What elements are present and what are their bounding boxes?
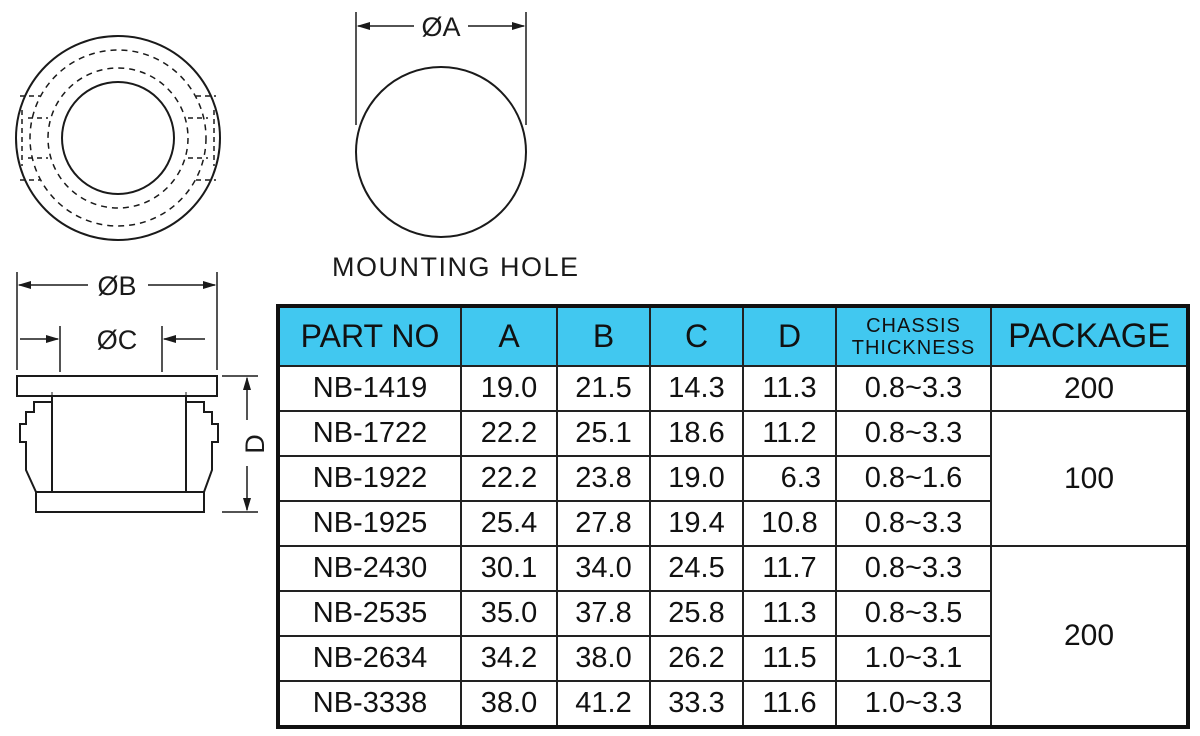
cell-a: 25.4	[461, 501, 557, 546]
cell-d: 11.5	[743, 636, 836, 681]
header-chassis-line1: CHASSIS	[866, 314, 961, 337]
cell-b: 23.8	[557, 456, 650, 501]
cell-part: NB-2535	[278, 591, 461, 636]
cell-thickness: 0.8~3.3	[836, 501, 991, 546]
spec-table	[276, 304, 1190, 729]
header-part-no: PART NO	[278, 306, 461, 366]
header-package: PACKAGE	[991, 306, 1188, 366]
cell-thickness: 0.8~1.6	[836, 456, 991, 501]
header-chassis-line2: THICKNESS	[851, 336, 976, 359]
cell-d: 11.6	[743, 681, 836, 727]
cell-a: 22.2	[461, 456, 557, 501]
table-row	[278, 366, 1188, 411]
cell-b: 34.0	[557, 546, 650, 591]
cell-c: 14.3	[650, 366, 743, 411]
mounting-hole-title: MOUNTING HOLE	[332, 252, 580, 282]
cell-b: 38.0	[557, 636, 650, 681]
cell-b: 37.8	[557, 591, 650, 636]
dia-b-label: ØB	[97, 271, 137, 301]
cell-c: 25.8	[650, 591, 743, 636]
cell-part: NB-1722	[278, 411, 461, 456]
header-c: C	[650, 306, 743, 366]
cell-part: NB-1419	[278, 366, 461, 411]
cell-c: 18.6	[650, 411, 743, 456]
cell-package: 200	[991, 546, 1188, 727]
header-d: D	[743, 306, 836, 366]
cell-part: NB-1925	[278, 501, 461, 546]
cell-c: 33.3	[650, 681, 743, 727]
cell-thickness: 0.8~3.3	[836, 366, 991, 411]
cell-package: 200	[991, 366, 1188, 411]
cell-d: 11.7	[743, 546, 836, 591]
table-row	[278, 411, 1188, 456]
cell-a: 34.2	[461, 636, 557, 681]
cell-d: 11.3	[743, 366, 836, 411]
cell-thickness: 0.8~3.3	[836, 411, 991, 456]
cell-b: 27.8	[557, 501, 650, 546]
cell-thickness: 0.8~3.5	[836, 591, 991, 636]
header-b: B	[557, 306, 650, 366]
cell-part: NB-3338	[278, 681, 461, 727]
bushing-top-view	[16, 36, 220, 240]
cell-a: 30.1	[461, 546, 557, 591]
cell-part: NB-2634	[278, 636, 461, 681]
cell-thickness: 0.8~3.3	[836, 546, 991, 591]
cell-part: NB-1922	[278, 456, 461, 501]
cell-package: 100	[991, 411, 1188, 546]
dia-c-label: ØC	[96, 325, 138, 355]
cell-a: 35.0	[461, 591, 557, 636]
cell-d: 6.3	[743, 456, 836, 501]
cell-c: 19.4	[650, 501, 743, 546]
table-row	[278, 546, 1188, 591]
header-a: A	[461, 306, 557, 366]
cell-b: 25.1	[557, 411, 650, 456]
header-chassis-thickness	[836, 306, 991, 366]
cell-thickness: 1.0~3.3	[836, 681, 991, 727]
cell-b: 21.5	[557, 366, 650, 411]
cell-c: 19.0	[650, 456, 743, 501]
cell-c: 24.5	[650, 546, 743, 591]
cell-d: 11.3	[743, 591, 836, 636]
depth-d-label: D	[240, 434, 270, 454]
cell-a: 22.2	[461, 411, 557, 456]
table-header-row	[278, 306, 1188, 366]
cell-b: 41.2	[557, 681, 650, 727]
cell-d: 10.8	[743, 501, 836, 546]
dia-a-label: ØA	[421, 12, 461, 42]
mounting-hole-drawing	[356, 12, 526, 237]
bushing-side-view	[17, 272, 258, 512]
cell-c: 26.2	[650, 636, 743, 681]
cell-thickness: 1.0~3.1	[836, 636, 991, 681]
cell-a: 38.0	[461, 681, 557, 727]
cell-a: 19.0	[461, 366, 557, 411]
cell-part: NB-2430	[278, 546, 461, 591]
cell-d: 11.2	[743, 411, 836, 456]
